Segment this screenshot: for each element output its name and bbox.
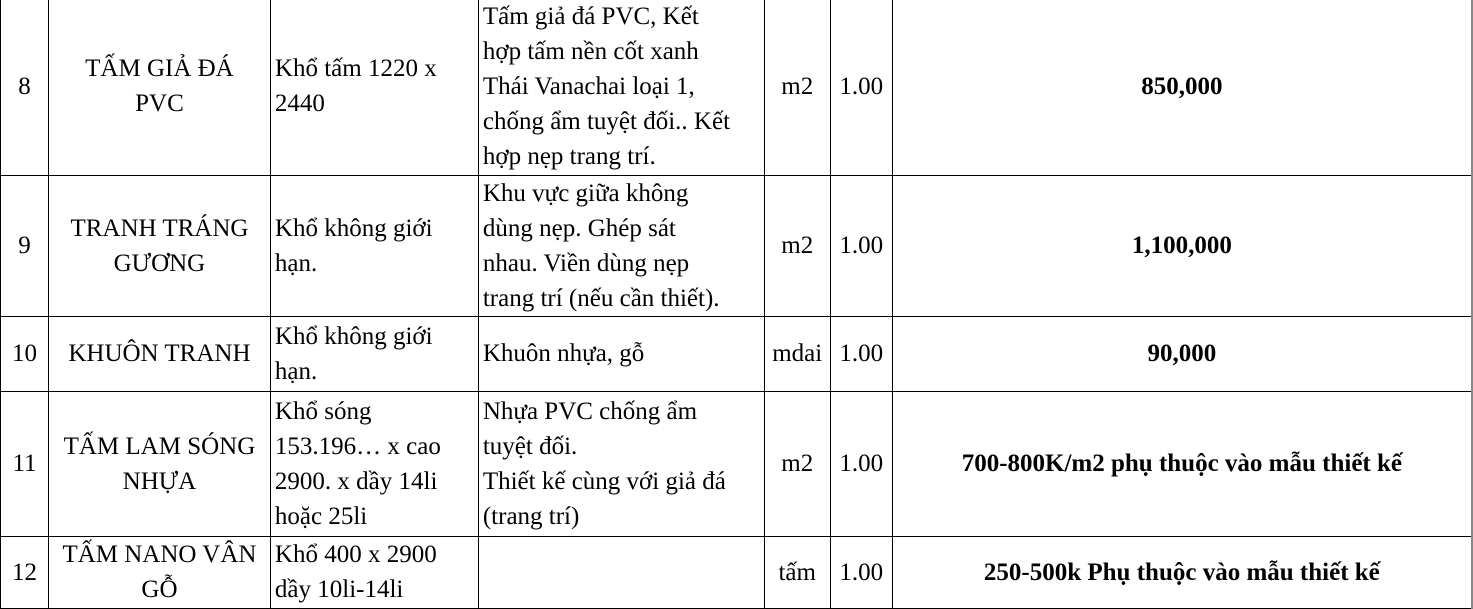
description-cell bbox=[478, 0, 764, 175]
price-cell bbox=[892, 316, 1472, 391]
row-number-cell bbox=[1, 175, 49, 316]
quantity-text: 1.00 bbox=[839, 450, 884, 477]
item-name-line: GƯƠNG bbox=[113, 249, 206, 277]
description-cell bbox=[478, 316, 764, 391]
item-name-cell bbox=[48, 316, 270, 391]
quantity-text: 1.00 bbox=[839, 558, 884, 586]
table-row bbox=[1, 175, 1473, 316]
size-line: Khổ sóng bbox=[274, 397, 372, 425]
item-name-line: PVC bbox=[135, 90, 184, 118]
description-line: chống ẩm tuyệt đối.. Kết bbox=[482, 107, 731, 135]
row-number-cell bbox=[1, 391, 49, 536]
size-line: Khổ không giới bbox=[274, 214, 433, 242]
description-line: Khuôn nhựa, gỗ bbox=[482, 340, 645, 367]
size-line: Khổ 400 x 2900 bbox=[274, 541, 437, 568]
price-text: 90,000 bbox=[1147, 340, 1217, 367]
price-text: 250-500k Phụ thuộc vào mẫu thiết kế bbox=[983, 558, 1380, 586]
row-number-text: 11 bbox=[12, 450, 37, 477]
unit-text: m2 bbox=[781, 232, 814, 259]
table-row bbox=[1, 391, 1473, 536]
size-cell bbox=[270, 316, 478, 391]
description-line: Thiết kế cùng với giả đá bbox=[482, 467, 726, 495]
description-line: Khu vực giữa không bbox=[482, 179, 689, 207]
unit-text: m2 bbox=[781, 72, 814, 100]
price-text: 850,000 bbox=[1141, 72, 1223, 100]
description-line: Thái Vanachai loại 1, bbox=[482, 72, 695, 100]
row-number-cell bbox=[1, 0, 49, 175]
unit-cell bbox=[764, 391, 830, 536]
item-name-cell bbox=[48, 391, 270, 536]
item-name-cell bbox=[48, 536, 270, 608]
item-name-cell bbox=[48, 175, 270, 316]
size-line: 2900. x dầy 14li bbox=[274, 467, 438, 495]
size-cell bbox=[270, 0, 478, 175]
description-line: tuyệt đối. bbox=[482, 432, 578, 460]
size-line: Khổ tấm 1220 x bbox=[274, 55, 437, 83]
row-number-text: 8 bbox=[18, 72, 31, 100]
description-line: Nhựa PVC chống ẩm bbox=[482, 397, 698, 425]
price-cell bbox=[892, 0, 1472, 175]
description-line: dùng nẹp. Ghép sát bbox=[482, 214, 676, 242]
unit-cell bbox=[764, 0, 830, 175]
description-line: nhau. Viền dùng nẹp bbox=[482, 249, 690, 277]
description-cell bbox=[478, 175, 764, 316]
price-cell bbox=[892, 391, 1472, 536]
size-line: dầy 10li-14li bbox=[274, 576, 404, 603]
unit-text: mdai bbox=[772, 340, 823, 367]
description-line: trang trí (nếu cần thiết). bbox=[482, 284, 720, 312]
quantity-text: 1.00 bbox=[839, 340, 884, 367]
price-table-body bbox=[1, 0, 1473, 608]
quantity-text: 1.00 bbox=[839, 232, 884, 259]
unit-text: m2 bbox=[781, 450, 814, 477]
item-name-line: TRANH TRÁNG bbox=[70, 214, 249, 242]
unit-text: tấm bbox=[778, 558, 816, 586]
row-number-cell bbox=[1, 536, 49, 608]
row-number-text: 9 bbox=[18, 232, 31, 259]
item-name-line: KHUÔN TRANH bbox=[68, 340, 251, 367]
quantity-cell bbox=[830, 536, 892, 608]
price-text: 1,100,000 bbox=[1131, 232, 1232, 259]
unit-cell bbox=[764, 316, 830, 391]
size-cell bbox=[270, 175, 478, 316]
size-cell bbox=[270, 536, 478, 608]
size-line: 153.196… x cao bbox=[274, 432, 441, 460]
row-number-text: 10 bbox=[11, 340, 37, 367]
description-line: (trang trí) bbox=[482, 502, 580, 530]
price-cell bbox=[892, 536, 1472, 608]
item-name-cell bbox=[48, 0, 270, 175]
size-line: hạn. bbox=[274, 249, 318, 277]
item-name-line: TẤM LAM SÓNG bbox=[63, 432, 256, 460]
table-row bbox=[1, 0, 1473, 175]
description-cell bbox=[478, 536, 764, 608]
size-line: hoặc 25li bbox=[274, 502, 368, 530]
description-line: Tấm giả đá PVC, Kết bbox=[482, 2, 699, 30]
unit-cell bbox=[764, 175, 830, 316]
size-cell bbox=[270, 391, 478, 536]
description-cell bbox=[478, 391, 764, 536]
size-line: hạn. bbox=[274, 357, 318, 385]
item-name-line: NHỰA bbox=[122, 467, 197, 495]
price-cell bbox=[892, 175, 1472, 316]
table-row bbox=[1, 536, 1473, 608]
unit-cell bbox=[764, 536, 830, 608]
item-name-line: GỖ bbox=[141, 576, 178, 603]
table-row bbox=[1, 316, 1473, 391]
row-number-cell bbox=[1, 316, 49, 391]
quantity-cell bbox=[830, 175, 892, 316]
size-line: Khổ không giới bbox=[274, 322, 433, 350]
description-line: hợp nẹp trang trí. bbox=[482, 142, 656, 170]
item-name-line: TẤM GIẢ ĐÁ bbox=[85, 55, 234, 83]
price-text: 700-800K/m2 phụ thuộc vào mẫu thiết kế bbox=[961, 450, 1402, 477]
row-number-text: 12 bbox=[11, 558, 37, 586]
quantity-text: 1.00 bbox=[839, 72, 884, 100]
description-line: hợp tấm nền cốt xanh bbox=[482, 37, 699, 65]
quantity-cell bbox=[830, 391, 892, 536]
item-name-line: TẤM NANO VÂN bbox=[62, 541, 257, 568]
quantity-cell bbox=[830, 316, 892, 391]
size-line: 2440 bbox=[274, 90, 325, 118]
quantity-cell bbox=[830, 0, 892, 175]
